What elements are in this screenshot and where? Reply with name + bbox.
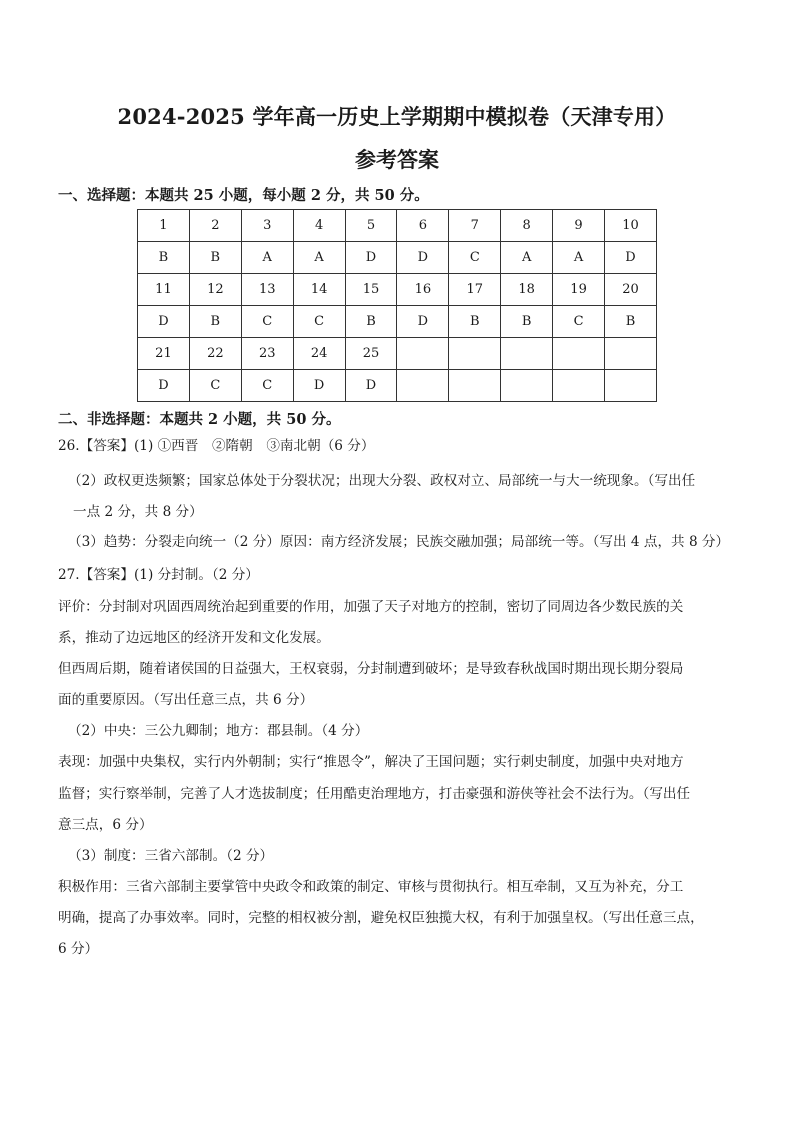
answer-key-cell: D	[397, 242, 449, 274]
answer-27-line-11: 积极作用：三省六部制主要掌管中央政令和政策的制定、审核与贯彻执行。相互牵制，又互为补充，分工	[58, 879, 684, 895]
answer-27-line-3: 系，推动了边远地区的经济开发和文化发展。	[58, 630, 330, 646]
question-number-cell: 22	[189, 338, 241, 370]
answer-26-line-1: 26.【答案】(1) ①西晋 ②隋朝 ③南北朝（6 分）	[58, 438, 375, 454]
question-number-cell: 13	[241, 274, 293, 306]
answer-27-line-1: 27.【答案】(1) 分封制。（2 分）	[58, 567, 259, 583]
section1-heading: 一、选择题：本题共 25 小题，每小题 2 分，共 50 分。	[58, 187, 429, 204]
answer-key-cell: D	[138, 306, 190, 338]
answer-key-cell: D	[138, 370, 190, 402]
answer-27-line-12: 明确，提高了办事效率。同时，完整的相权被分割，避免权臣独揽大权，有利于加强皇权。（写出任意三点，	[58, 910, 704, 926]
question-number-cell: 7	[449, 210, 501, 242]
question-number-cell	[449, 338, 501, 370]
question-number-cell: 4	[293, 210, 345, 242]
question-number-cell	[397, 338, 449, 370]
answer-key-cell: A	[241, 242, 293, 274]
answer-key-cell: C	[241, 370, 293, 402]
answer-table	[137, 209, 657, 402]
question-number-cell: 20	[605, 274, 657, 306]
answer-key-cell: C	[293, 306, 345, 338]
answer-key-cell	[449, 370, 501, 402]
question-number-cell: 1	[138, 210, 190, 242]
answer-key-cell: D	[345, 242, 397, 274]
answer-key-cell: D	[345, 370, 397, 402]
question-number-cell: 11	[138, 274, 190, 306]
question-number-row	[138, 338, 657, 370]
question-number-cell	[501, 338, 553, 370]
answer-key-row	[138, 370, 657, 402]
answer-27-line-7: 表现：加强中央集权，实行内外朝制；实行“推恩令”，解决了王国问题；实行刺史制度，加强中央对地方	[58, 754, 684, 770]
answer-key-cell: B	[605, 306, 657, 338]
answer-key-cell: D	[293, 370, 345, 402]
answer-key-cell: D	[605, 242, 657, 274]
answer-key-cell: B	[138, 242, 190, 274]
document-title: 2024-2025 学年高一历史上学期期中模拟卷（天津专用）	[117, 104, 677, 129]
section2-heading: 二、非选择题：本题共 2 小题，共 50 分。	[58, 411, 341, 428]
answer-key-cell	[605, 370, 657, 402]
answer-key-cell	[553, 370, 605, 402]
answer-key-cell: C	[189, 370, 241, 402]
question-number-cell: 24	[293, 338, 345, 370]
answer-key-cell: B	[189, 242, 241, 274]
question-number-row	[138, 210, 657, 242]
answer-27-line-5: 面的重要原因。（写出任意三点，共 6 分）	[58, 692, 314, 708]
answer-26-line-3: 一点 2 分，共 8 分）	[73, 504, 203, 520]
answer-27-line-9: 意三点，6 分）	[58, 817, 153, 833]
answer-27-line-10: （3）制度：三省六部制。（2 分）	[68, 848, 274, 864]
answer-26-line-2: （2）政权更迭频繁；国家总体处于分裂状况；出现大分裂、政权对立、局部统一与大一统现象。（写出任	[68, 473, 696, 489]
question-number-cell: 15	[345, 274, 397, 306]
answer-key-row	[138, 242, 657, 274]
answer-27-line-2: 评价：分封制对巩固西周统治起到重要的作用，加强了天子对地方的控制，密切了同周边各少数民族的关	[58, 599, 684, 615]
question-number-cell: 9	[553, 210, 605, 242]
answer-key-cell: B	[449, 306, 501, 338]
answer-key-cell: C	[553, 306, 605, 338]
answer-27-line-6: （2）中央：三公九卿制；地方：郡县制。（4 分）	[68, 723, 369, 739]
answer-key-cell: B	[189, 306, 241, 338]
answer-key-cell: A	[501, 242, 553, 274]
question-number-cell: 23	[241, 338, 293, 370]
question-number-cell	[553, 338, 605, 370]
answer-key-row	[138, 306, 657, 338]
answer-27-line-8: 监督；实行察举制，完善了人才选拔制度；任用酷吏治理地方，打击豪强和游侠等社会不法行为。（写出任	[58, 786, 691, 802]
answer-key-cell	[501, 370, 553, 402]
question-number-row	[138, 274, 657, 306]
question-number-cell: 25	[345, 338, 397, 370]
question-number-cell: 18	[501, 274, 553, 306]
question-number-cell	[605, 338, 657, 370]
question-number-cell: 5	[345, 210, 397, 242]
question-number-cell: 21	[138, 338, 190, 370]
question-number-cell: 17	[449, 274, 501, 306]
answer-26-line-4: （3）趋势：分裂走向统一（2 分）原因：南方经济发展；民族交融加强；局部统一等。（写出 4 点，共 8 分）	[68, 534, 730, 550]
answer-key-cell: A	[293, 242, 345, 274]
question-number-cell: 10	[605, 210, 657, 242]
question-number-cell: 14	[293, 274, 345, 306]
answer-key-cell: A	[553, 242, 605, 274]
answer-key-cell: C	[449, 242, 501, 274]
answer-key-cell	[397, 370, 449, 402]
answer-key-cell: B	[345, 306, 397, 338]
answer-27-line-4: 但西周后期，随着诸侯国的日益强大，王权衰弱，分封制遭到破坏；是导致春秋战国时期出现长期分裂局	[58, 661, 684, 677]
question-number-cell: 6	[397, 210, 449, 242]
question-number-cell: 8	[501, 210, 553, 242]
question-number-cell: 16	[397, 274, 449, 306]
question-number-cell: 12	[189, 274, 241, 306]
answer-key-cell: C	[241, 306, 293, 338]
question-number-cell: 19	[553, 274, 605, 306]
question-number-cell: 3	[241, 210, 293, 242]
answer-key-cell: B	[501, 306, 553, 338]
answer-key-cell: D	[397, 306, 449, 338]
answer-27-line-13: 6 分）	[58, 941, 99, 957]
document-subtitle: 参考答案	[355, 147, 439, 172]
question-number-cell: 2	[189, 210, 241, 242]
